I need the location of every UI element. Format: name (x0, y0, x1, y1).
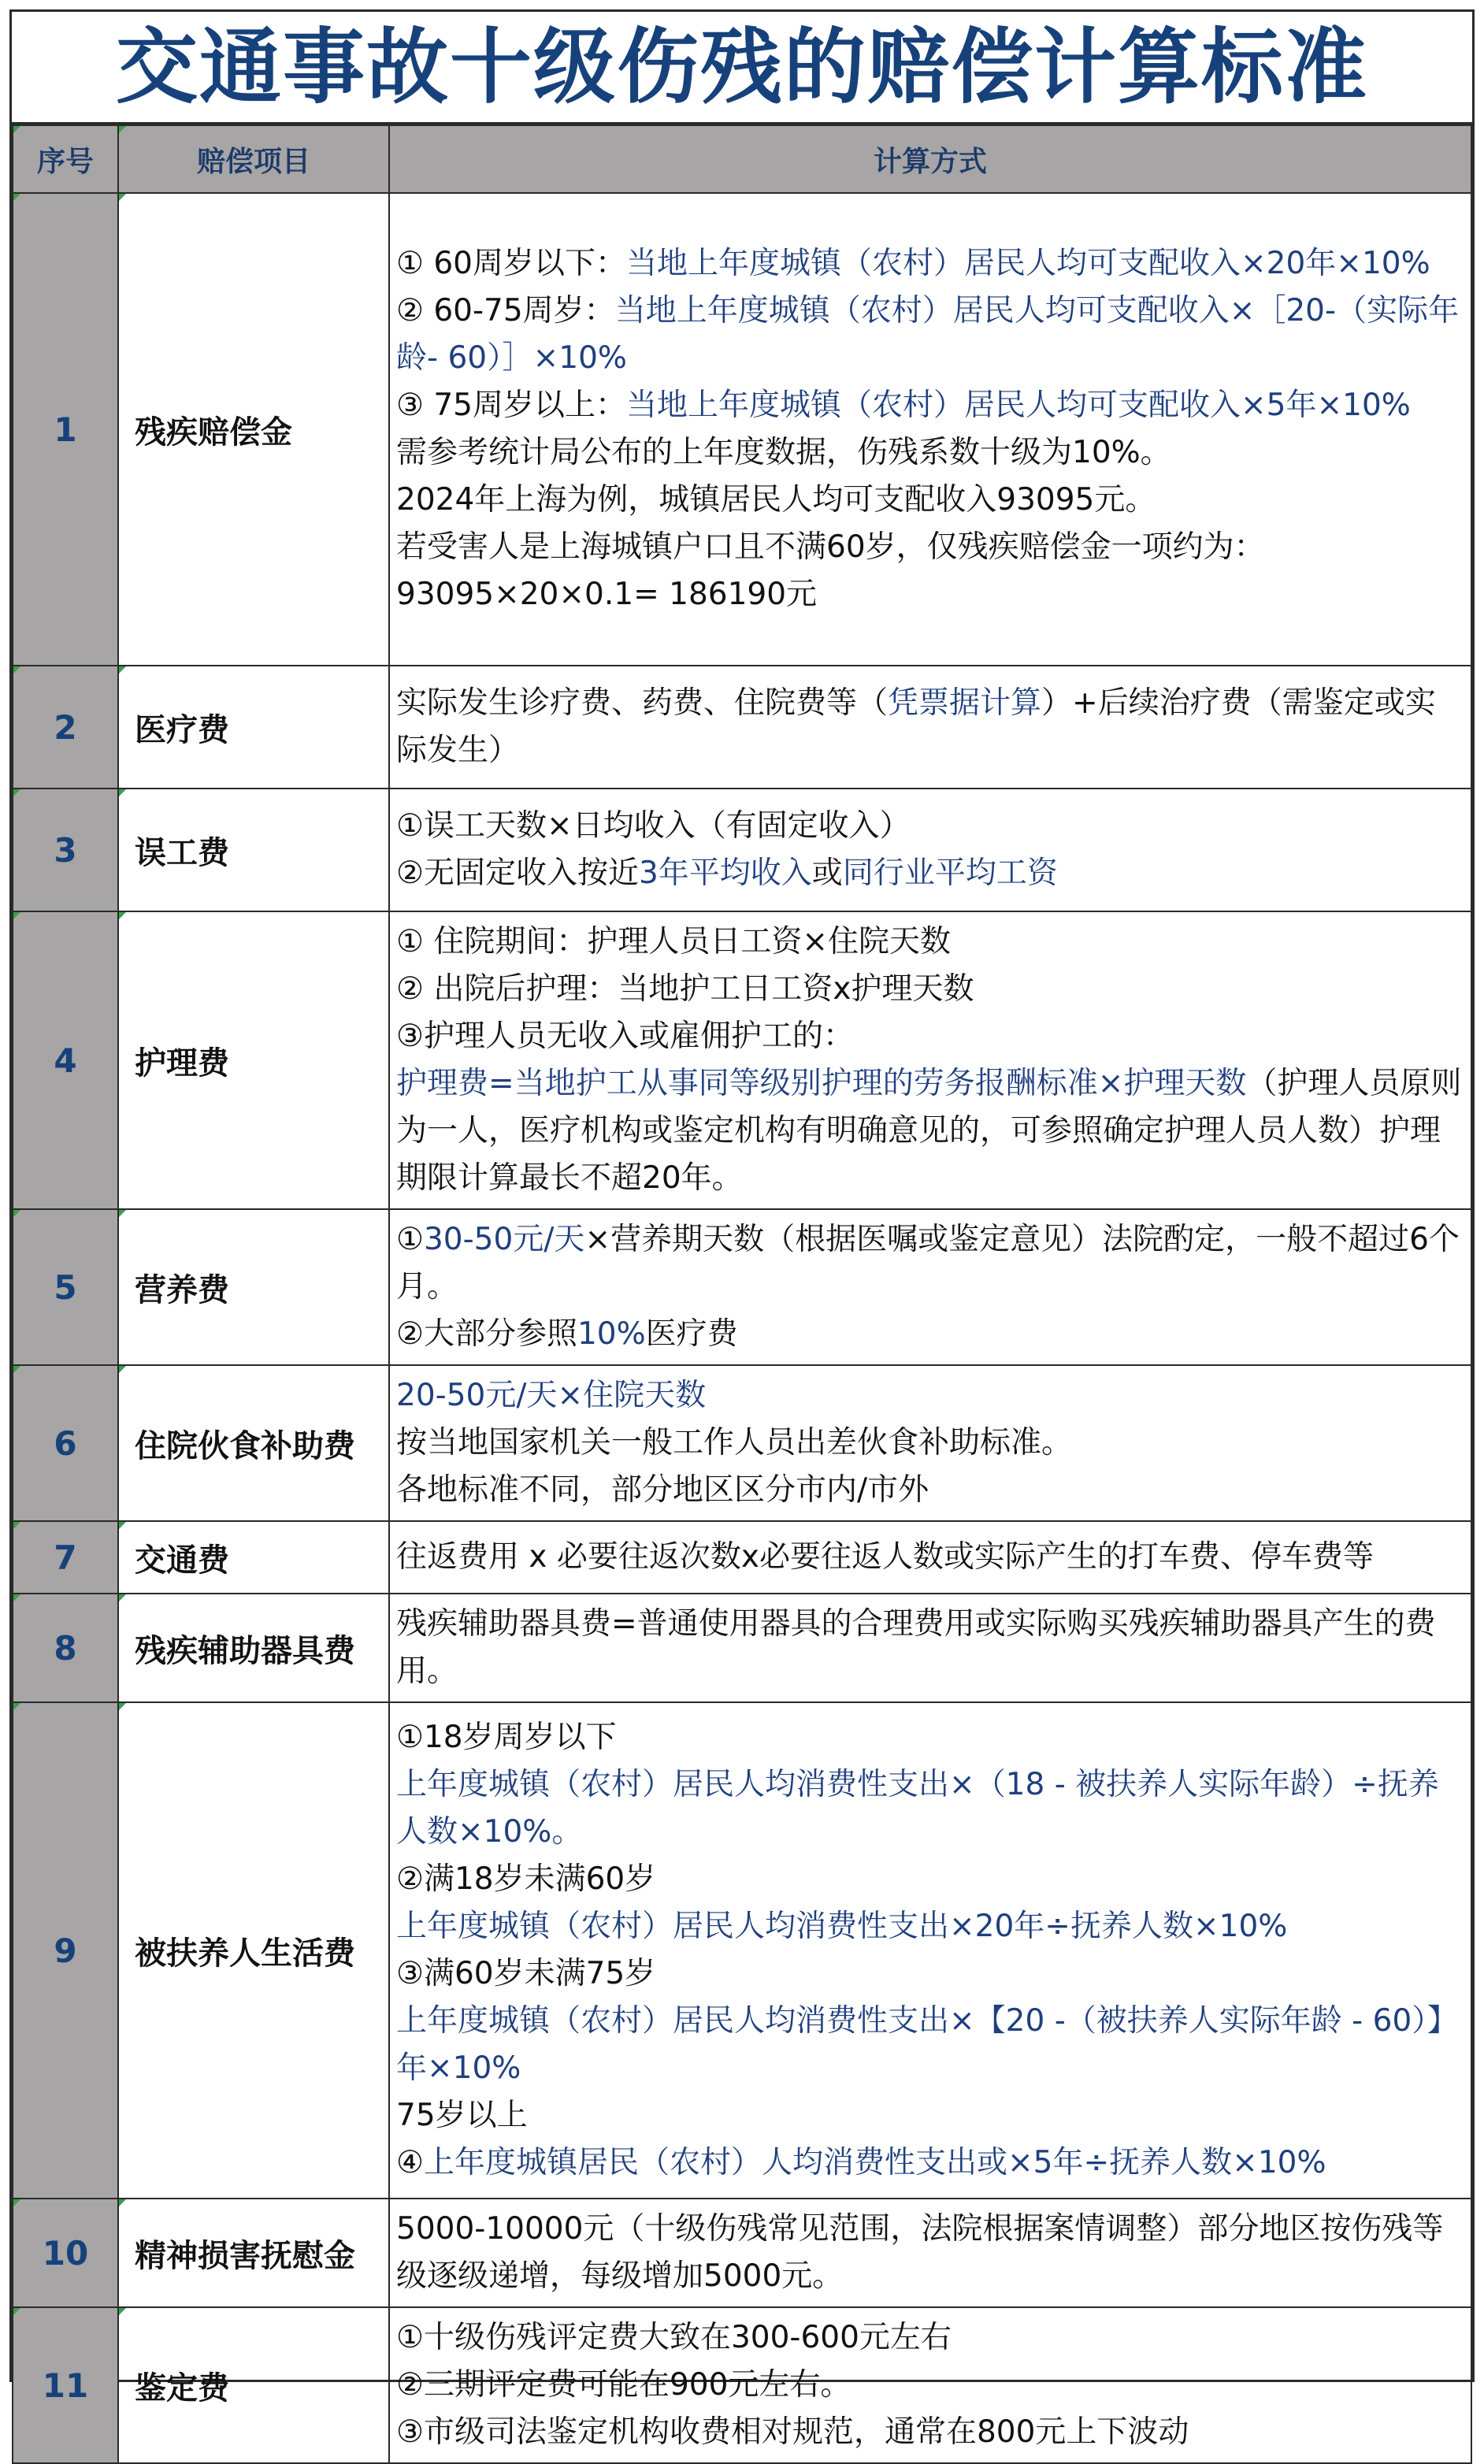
row-method (389, 911, 1471, 1209)
row-seq: 7 (13, 1521, 118, 1594)
highlight-text: 当地上年度城镇（农村）居民人均可支配收入×20年×10% (626, 246, 1430, 281)
compensation-table (12, 124, 1472, 2464)
method-text: 75岁以上 (396, 2098, 528, 2133)
row-item: 住院伙食补助费 (118, 1365, 389, 1521)
highlight-text: 上年度城镇（农村）居民人均消费性支出×20年÷抚养人数×10% (396, 1909, 1288, 1944)
method-text: 或 (811, 855, 843, 891)
row-seq: 3 (13, 789, 118, 911)
method-text: ②三期评定费可能在900元左右。 (396, 2367, 851, 2403)
method-line (396, 477, 1464, 524)
row-method (389, 1702, 1471, 2199)
row-item: 交通费 (118, 1521, 389, 1594)
row-seq: 8 (13, 1594, 118, 1702)
table-row (13, 1365, 1471, 1521)
table-header-row (13, 125, 1471, 193)
row-item: 残疾辅助器具费 (118, 1594, 389, 1702)
method-text: 5000-10000元（十级伤残常见范围，法院根据案情调整）部分地区按伤残等级逐级递增，每级增加5000元。 (396, 2211, 1444, 2294)
method-text: ×营养期天数（根据医嘱或鉴定意见）法院酌定，一般不超过6个月。 (396, 1222, 1460, 1304)
method-text: 残疾辅助器具费=普通使用器具的合理费用或实际购买残疾辅助器具产生的费用。 (396, 1606, 1436, 1689)
row-seq: 5 (13, 1209, 118, 1365)
row-method (389, 2307, 1471, 2463)
row-method (389, 193, 1471, 666)
method-line (396, 1761, 1464, 1856)
method-text: 按当地国家机关一般工作人员出差伙食补助标准。 (396, 1425, 1073, 1460)
method-text: 往返费用 x 必要往返次数x必要往返人数或实际产生的打车费、停车费等 (396, 1539, 1374, 1575)
method-line (396, 382, 1464, 429)
method-line (396, 1903, 1464, 1950)
table-row (13, 911, 1471, 1209)
method-line (396, 850, 1464, 897)
method-line (396, 1216, 1464, 1311)
method-line (396, 2314, 1464, 2362)
highlight-text: 10% (577, 1316, 646, 1352)
highlight-text: 当地护工从事同等级别护理的劳务报酬标准×护理天数 (514, 1066, 1247, 1101)
row-item: 残疾赔偿金 (118, 193, 389, 666)
method-line (396, 1311, 1464, 1358)
row-item: 被扶养人生活费 (118, 1702, 389, 2199)
method-text: ④ (396, 2145, 424, 2180)
method-text: 需参考统计局公布的上年度数据，伤残系数十级为10%。 (396, 435, 1171, 470)
method-text: ②大部分参照 (396, 1316, 577, 1352)
table-row (13, 666, 1471, 789)
method-line (396, 2139, 1464, 2187)
method-text: ③护理人员无收入或雇佣护工的： (396, 1019, 854, 1054)
table-row (13, 1521, 1471, 1594)
table-row (13, 789, 1471, 911)
row-seq: 9 (13, 1702, 118, 2199)
highlight-text: 同行业平均工资 (842, 855, 1058, 891)
compensation-sheet (9, 9, 1475, 2450)
row-method (389, 789, 1471, 911)
table-row (13, 1702, 1471, 2199)
method-line (396, 2092, 1464, 2139)
method-line (396, 2362, 1464, 2409)
row-method (389, 1209, 1471, 1365)
table-row (13, 2199, 1471, 2307)
highlight-text: 30-50元/天 (423, 1222, 585, 1257)
method-line (396, 680, 1464, 774)
row-seq: 6 (13, 1365, 118, 1521)
row-seq: 11 (13, 2307, 118, 2463)
method-text: ② 60-75周岁： (396, 293, 615, 328)
row-item: 精神损害抚慰金 (118, 2199, 389, 2307)
table-row (13, 1594, 1471, 1702)
method-text: 若受害人是上海城镇户口且不满60岁，仅残疾赔偿金一项约为： (396, 529, 1265, 565)
method-line (396, 1950, 1464, 1998)
method-text: ③市级司法鉴定机构收费相对规范，通常在800元上下波动 (396, 2414, 1189, 2450)
method-text: ③ 75周岁以上： (396, 388, 626, 423)
method-text: ②满18岁未满60岁 (396, 1861, 656, 1897)
page-title: 交通事故十级伤残的赔偿计算标准 (12, 12, 1472, 124)
row-item: 营养费 (118, 1209, 389, 1365)
method-text: 93095×20×0.1= 186190元 (396, 577, 818, 612)
header-method: 计算方式 (389, 125, 1471, 193)
method-text: ① (396, 1222, 424, 1257)
method-line (396, 1372, 1464, 1419)
method-line (396, 429, 1464, 477)
table-row (13, 193, 1471, 666)
highlight-text: 上年度城镇（农村）居民人均消费性支出×（18 - 被扶养人实际年龄）÷抚养人数×10%。 (396, 1767, 1439, 1850)
row-seq: 10 (13, 2199, 118, 2307)
method-line (396, 1013, 1464, 1060)
highlight-text: 20-50元/天×住院天数 (396, 1378, 707, 1413)
table-row (13, 1209, 1471, 1365)
row-seq: 4 (13, 911, 118, 1209)
method-line (396, 1601, 1464, 1695)
method-text: 2024年上海为例，城镇居民人均可支配收入93095元。 (396, 482, 1156, 518)
method-text: ①十级伤残评定费大致在300-600元左右 (396, 2320, 952, 2355)
method-text: 各地标准不同，部分地区区分市内/市外 (396, 1472, 929, 1508)
row-item: 鉴定费 (118, 2307, 389, 2463)
highlight-text: 上年度城镇（农村）居民人均消费性支出×【20 -（被扶养人实际年龄 - 60）】年×10% (396, 2003, 1458, 2086)
method-text: ①18岁周岁以下 (396, 1720, 617, 1755)
method-line (396, 2409, 1464, 2456)
method-line (396, 524, 1464, 571)
row-method (389, 666, 1471, 789)
method-text: ③满60岁未满75岁 (396, 1956, 656, 1991)
row-item: 医疗费 (118, 666, 389, 789)
row-item: 误工费 (118, 789, 389, 911)
method-line (396, 1419, 1464, 1467)
method-line (396, 803, 1464, 850)
method-text: ①误工天数×日均收入（有固定收入） (396, 808, 911, 844)
method-line (396, 1534, 1464, 1581)
method-text: 医疗费 (645, 1316, 738, 1352)
method-line (396, 240, 1464, 288)
highlight-text: 当地上年度城镇（农村）居民人均可支配收入×5年×10% (626, 388, 1411, 423)
method-line (396, 2206, 1464, 2300)
method-line (396, 1998, 1464, 2092)
highlight-text: 护理费= (396, 1066, 514, 1101)
method-text: ②无固定收入按近 (396, 855, 639, 891)
method-text: ① 住院期间：护理人员日工资×住院天数 (396, 924, 952, 959)
highlight-text: 上年度城镇居民（农村）人均消费性支出或×5年÷抚养人数×10% (423, 2145, 1326, 2180)
method-line (396, 1467, 1464, 1514)
method-line (396, 288, 1464, 382)
method-line (396, 1714, 1464, 1761)
method-text: （护理人员原则为一人，医疗机构或鉴定机构有明确意见的，可参照确定护理人员人数）护理期限计算最长不超20年。 (396, 1066, 1462, 1196)
header-seq: 序号 (13, 125, 118, 193)
row-method (389, 1594, 1471, 1702)
table-row (13, 2307, 1471, 2463)
row-method (389, 1365, 1471, 1521)
method-text: ② 出院后护理：当地护工日工资x护理天数 (396, 971, 974, 1007)
method-line (396, 1856, 1464, 1903)
row-seq: 1 (13, 193, 118, 666)
row-method (389, 1521, 1471, 1594)
method-text: ① 60周岁以下： (396, 246, 626, 281)
method-line (396, 1060, 1464, 1202)
method-line (396, 966, 1464, 1013)
row-method (389, 2199, 1471, 2307)
method-line (396, 918, 1464, 966)
highlight-text: 凭票据计算 (888, 685, 1042, 721)
method-line (396, 571, 1464, 618)
highlight-text: 当地上年度城镇（农村）居民人均可支配收入×［20-（实际年龄- 60）］×10% (396, 293, 1460, 376)
highlight-text: 3年平均收入 (638, 855, 812, 891)
table-body (13, 193, 1471, 2463)
header-item: 赔偿项目 (118, 125, 389, 193)
row-seq: 2 (13, 666, 118, 789)
method-text: 实际发生诊疗费、药费、住院费等（ (396, 685, 889, 721)
method-text: ）+后续治疗费（需鉴定或实际发生） (396, 685, 1436, 768)
row-item: 护理费 (118, 911, 389, 1209)
